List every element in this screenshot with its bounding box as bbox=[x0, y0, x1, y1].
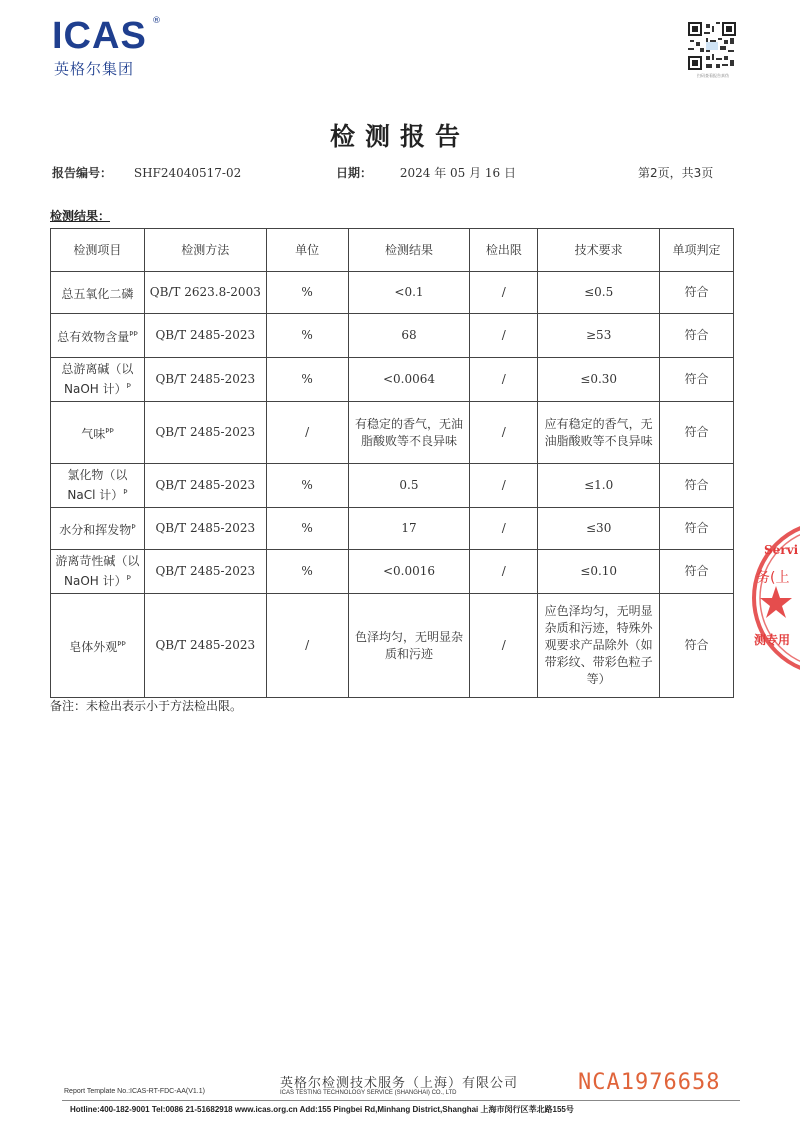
stamp-text-bottom: 测专用 bbox=[754, 633, 791, 647]
cell-method: QB/T 2485-2023 bbox=[144, 314, 266, 358]
cell-result: <0.1 bbox=[348, 272, 470, 314]
cell-unit: % bbox=[266, 272, 348, 314]
registered-mark: ® bbox=[152, 16, 161, 26]
cell-requirement: ≤0.30 bbox=[538, 358, 660, 402]
cell-result: <0.0064 bbox=[348, 358, 470, 402]
results-heading: 检测结果： bbox=[50, 209, 111, 223]
cell-item: 皂体外观$^{ÞÞ}$ bbox=[51, 594, 145, 698]
results-table bbox=[50, 228, 734, 698]
cell-unit: % bbox=[266, 314, 348, 358]
table-row bbox=[51, 550, 734, 594]
cell-limit: / bbox=[470, 272, 538, 314]
cell-limit: / bbox=[470, 314, 538, 358]
cell-item: 总游离碱（以 NaOH 计）$^Þ$ bbox=[51, 358, 145, 402]
header-limit: 检出限 bbox=[470, 229, 538, 272]
cell-result: 0.5 bbox=[348, 464, 470, 508]
cell-unit: / bbox=[266, 402, 348, 464]
header-item: 检测项目 bbox=[51, 229, 145, 272]
cell-verdict: 符合 bbox=[660, 272, 734, 314]
official-seal-stamp bbox=[748, 518, 800, 698]
cell-verdict: 符合 bbox=[660, 550, 734, 594]
footer-nca-number: NCA1976658 bbox=[578, 1070, 721, 1095]
footer-divider bbox=[62, 1100, 740, 1101]
cell-requirement: ≤0.10 bbox=[538, 550, 660, 594]
header-result: 检测结果 bbox=[348, 229, 470, 272]
table-row bbox=[51, 464, 734, 508]
cell-result: 68 bbox=[348, 314, 470, 358]
report-date-field bbox=[336, 164, 516, 181]
cell-verdict: 符合 bbox=[660, 508, 734, 550]
footer-contact-info: Hotline:400-182-9001 Tel:0086 21-51682918 www.icas.org.cn Add:155 Pingbei Rd,Minhang District,Shanghai 上海市闵行区莘北路155号 bbox=[70, 1105, 574, 1114]
report-number-label: 报告编号： bbox=[52, 166, 113, 180]
cell-unit: % bbox=[266, 358, 348, 402]
report-date-label: 日期： bbox=[336, 166, 373, 180]
table-row bbox=[51, 358, 734, 402]
cell-unit: / bbox=[266, 594, 348, 698]
qr-caption: 扫码查看报告真伪 bbox=[697, 73, 729, 78]
qr-code-icon[interactable] bbox=[688, 22, 736, 70]
cell-method: QB/T 2485-2023 bbox=[144, 550, 266, 594]
table-row bbox=[51, 272, 734, 314]
cell-item: 总有效物含量$^{ÞÞ}$ bbox=[51, 314, 145, 358]
cell-item: 游离苛性碱（以 NaOH 计）$^Þ$ bbox=[51, 550, 145, 594]
report-title: 检测报告 bbox=[329, 122, 470, 151]
stamp-text-top: Servi bbox=[764, 543, 799, 557]
cell-requirement: ≤0.5 bbox=[538, 272, 660, 314]
page-indicator: 第2页，共3页 bbox=[638, 166, 714, 180]
cell-requirement: ≥53 bbox=[538, 314, 660, 358]
company-logo bbox=[52, 16, 172, 82]
table-row bbox=[51, 594, 734, 698]
cell-verdict: 符合 bbox=[660, 464, 734, 508]
footer-company-chinese: 英格尔检测技术服务（上海）有限公司 bbox=[280, 1076, 519, 1091]
report-number-value: SHF24040517-02 bbox=[133, 166, 242, 180]
table-row bbox=[51, 314, 734, 358]
logo-wordmark: ICAS bbox=[52, 15, 147, 57]
cell-method: QB/T 2623.8-2003 bbox=[144, 272, 266, 314]
cell-result: <0.0016 bbox=[348, 550, 470, 594]
footer-company-english: ICAS TESTING TECHNOLOGY SERVICE (SHANGHAI) CO., LTD bbox=[280, 1090, 457, 1096]
stamp-text-mid: 务(上 bbox=[756, 570, 790, 586]
cell-verdict: 符合 bbox=[660, 358, 734, 402]
cell-verdict: 符合 bbox=[660, 314, 734, 358]
cell-item: 总五氧化二磷 bbox=[51, 272, 145, 314]
footer-template-number: Report Template No.:ICAS-RT-FDC-AA(V1.1) bbox=[64, 1088, 205, 1095]
cell-limit: / bbox=[470, 464, 538, 508]
table-header-row bbox=[51, 229, 734, 272]
header-verdict: 单项判定 bbox=[660, 229, 734, 272]
cell-unit: % bbox=[266, 464, 348, 508]
cell-limit: / bbox=[470, 508, 538, 550]
cell-method: QB/T 2485-2023 bbox=[144, 594, 266, 698]
cell-method: QB/T 2485-2023 bbox=[144, 464, 266, 508]
report-date-value: 2024 年 05 月 16 日 bbox=[399, 166, 516, 180]
cell-limit: / bbox=[470, 594, 538, 698]
remarks-note: 备注：未检出表示小于方法检出限。 bbox=[50, 699, 243, 713]
cell-requirement: ≤30 bbox=[538, 508, 660, 550]
cell-requirement: 应色泽均匀，无明显杂质和污迹，特殊外观要求产品除外（如带彩纹、带彩色粒子等） bbox=[538, 594, 660, 698]
cell-limit: / bbox=[470, 550, 538, 594]
cell-verdict: 符合 bbox=[660, 594, 734, 698]
cell-unit: % bbox=[266, 550, 348, 594]
header-unit: 单位 bbox=[266, 229, 348, 272]
cell-limit: / bbox=[470, 358, 538, 402]
cell-requirement: ≤1.0 bbox=[538, 464, 660, 508]
table-row bbox=[51, 402, 734, 464]
cell-unit: % bbox=[266, 508, 348, 550]
logo-chinese-name: 英格尔集团 bbox=[54, 60, 135, 78]
table-row bbox=[51, 508, 734, 550]
cell-requirement: 应有稳定的香气，无油脂酸败等不良异味 bbox=[538, 402, 660, 464]
cell-item: 水分和挥发物$^Þ$ bbox=[51, 508, 145, 550]
header-method: 检测方法 bbox=[144, 229, 266, 272]
cell-method: QB/T 2485-2023 bbox=[144, 508, 266, 550]
cell-verdict: 符合 bbox=[660, 402, 734, 464]
cell-item: 氯化物（以 NaCl 计）$^Þ$ bbox=[51, 464, 145, 508]
cell-item: 气味$^{ÞÞ}$ bbox=[51, 402, 145, 464]
cell-method: QB/T 2485-2023 bbox=[144, 402, 266, 464]
cell-result: 色泽均匀，无明显杂质和污迹 bbox=[348, 594, 470, 698]
report-number-field bbox=[52, 164, 241, 181]
header-requirement: 技术要求 bbox=[538, 229, 660, 272]
cell-limit: / bbox=[470, 402, 538, 464]
cell-method: QB/T 2485-2023 bbox=[144, 358, 266, 402]
cell-result: 有稳定的香气，无油脂酸败等不良异味 bbox=[348, 402, 470, 464]
cell-result: 17 bbox=[348, 508, 470, 550]
